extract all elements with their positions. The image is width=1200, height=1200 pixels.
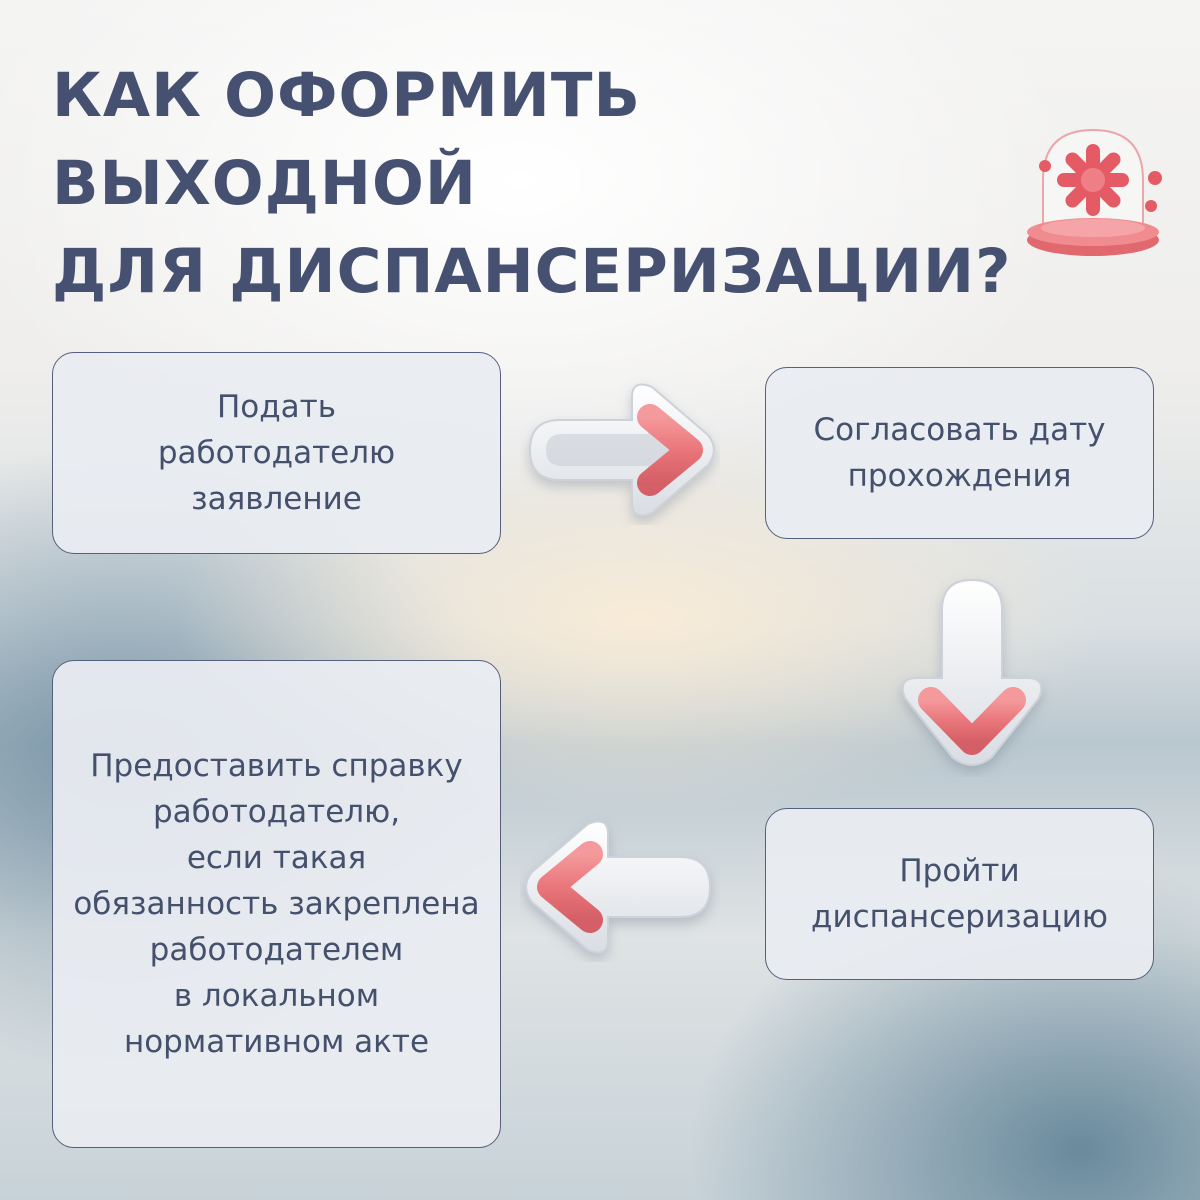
arrow-right-icon (520, 375, 720, 525)
step-2-text: Согласовать дату прохождения (813, 412, 1106, 494)
step-1-text: Подать работодателю заявление (157, 389, 396, 517)
step-3-box (765, 808, 1154, 980)
step-3-text: Пройти диспансеризацию (811, 853, 1108, 935)
medical-asterisk-icon (1015, 122, 1170, 272)
step-4-text: Предоставить справку работодателю, если такая обязанность закреплена работодателем в локальном нормативном акте (73, 748, 480, 1060)
page-title-line-1: КАК ОФОРМИТЬ ВЫХОДНОЙ (52, 60, 641, 219)
arrow-left-icon (520, 812, 720, 962)
step-2-box (765, 367, 1154, 539)
page-title (52, 52, 1052, 316)
step-1-box (52, 352, 501, 554)
page-title-line-2: ДЛЯ ДИСПАНСЕРИЗАЦИИ? (52, 236, 1012, 307)
arrow-down-icon (887, 572, 1057, 777)
step-4-box (52, 660, 501, 1148)
